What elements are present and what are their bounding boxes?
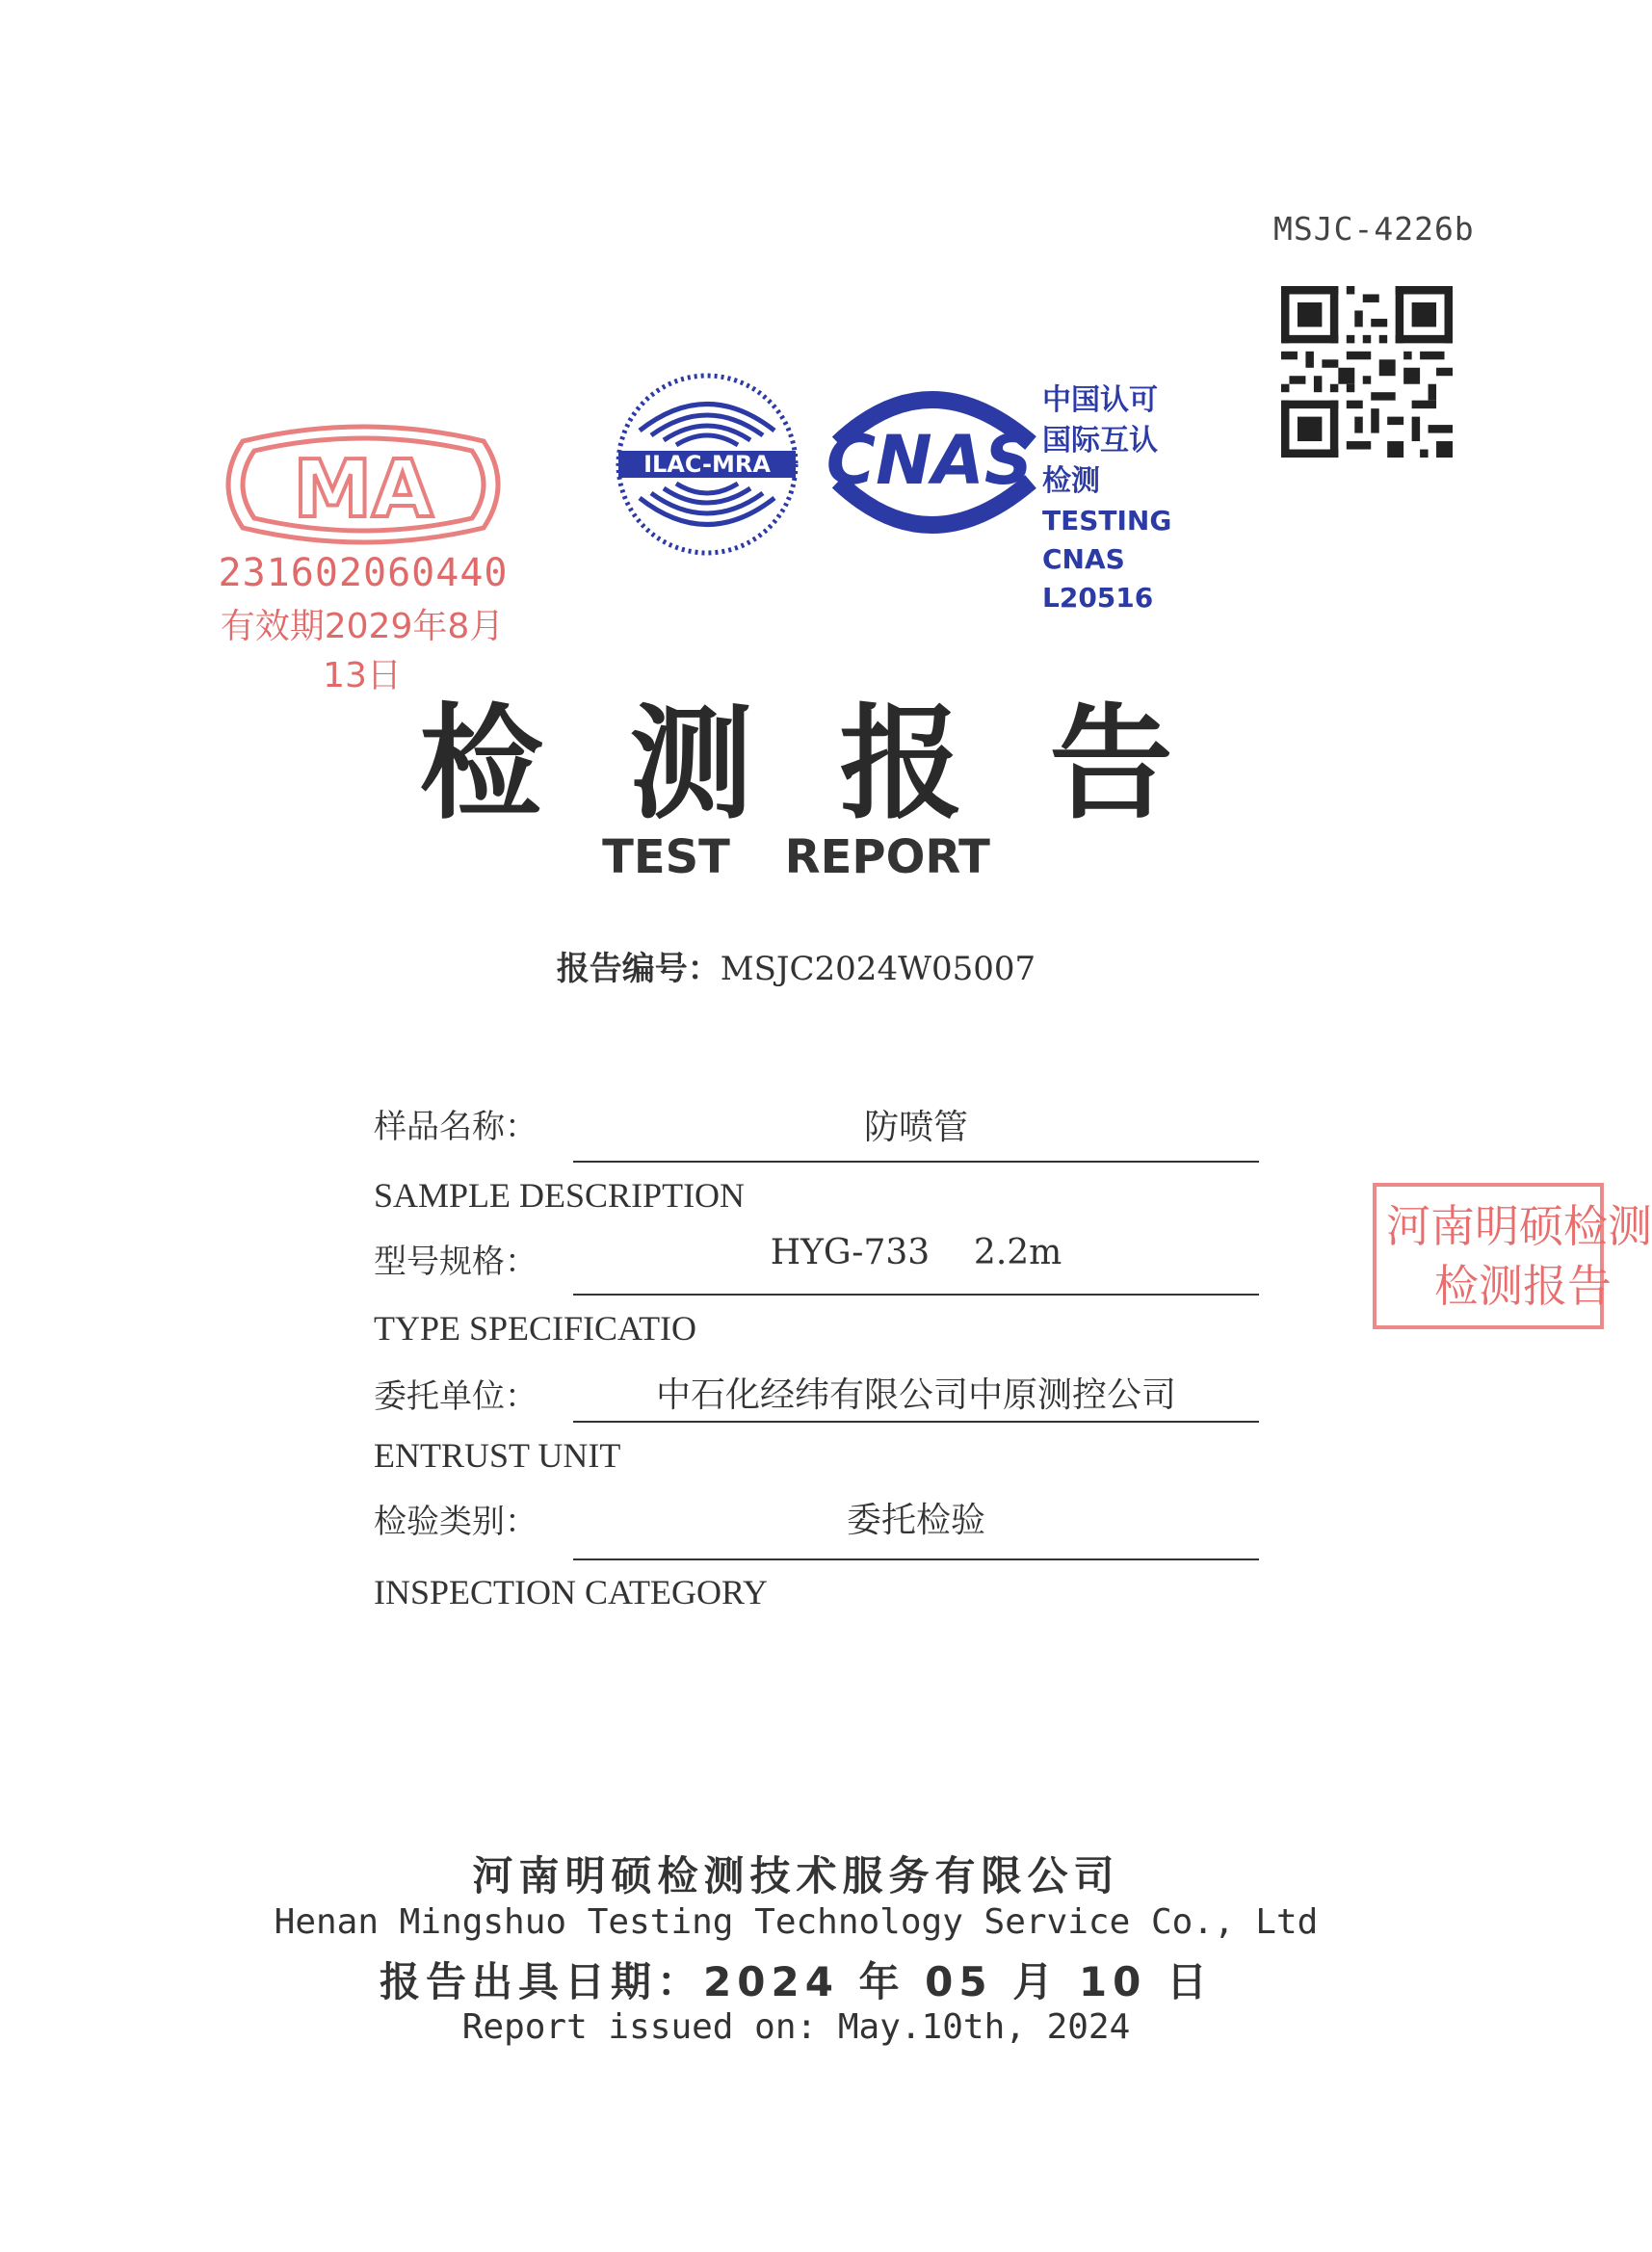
sample-underline [573, 1161, 1259, 1163]
company-name-cn: 河南明硕检测技术服务有限公司 [472, 1852, 1120, 1899]
type-underline [573, 1294, 1259, 1296]
report-number-value: MSJC2024W05007 [720, 950, 1036, 988]
cnas-cn-line3: 检测 [1042, 464, 1100, 498]
issue-date-cn: 报告出具日期：2024 年 05 月 10 日 [380, 1958, 1213, 2005]
cnas-testing: TESTING [1042, 505, 1172, 537]
type-label-en: TYPE SPECIFICATIO [374, 1309, 697, 1348]
cnas-text: CNAS [826, 421, 1034, 500]
cnas-cn-line1: 中国认可 [1042, 383, 1158, 417]
cnas-cn-line2: 国际互认 [1042, 424, 1158, 458]
issue-date-en: Report issued on: May.10th, 2024 [461, 2007, 1131, 2047]
company-seal [1373, 1183, 1652, 1329]
cnas-logo-icon [809, 376, 1050, 549]
category-label: 检验类别： [374, 1503, 538, 1541]
seal-line2: 检测报告 [1434, 1260, 1612, 1312]
type-label: 型号规格： [374, 1243, 538, 1281]
sample-label: 样品名称： [374, 1108, 538, 1146]
ilac-text: ILAC-MRA [643, 451, 771, 478]
category-label-en: INSPECTION CATEGORY [374, 1573, 769, 1611]
entrust-label-en: ENTRUST UNIT [374, 1436, 621, 1475]
report-number [0, 942, 1592, 989]
cnas-code: CNAS L20516 [1042, 543, 1154, 614]
category-value: 委托检验 [846, 1501, 985, 1540]
report-number-label: 报告编号： [556, 950, 721, 988]
report-title-cn: 检测报告 [419, 692, 1260, 836]
company-name-en: Henan Mingshuo Testing Technology Service Co., Ltd [274, 1902, 1319, 1942]
cma-valid-until: 有效期2029年8月13日 [220, 607, 505, 695]
cma-number: 231602060440 [218, 551, 509, 595]
entrust-label: 委托单位： [374, 1377, 538, 1416]
entrust-underline [573, 1421, 1259, 1423]
ilac-mra-logo-icon [611, 368, 803, 561]
sample-value: 防喷管 [863, 1108, 968, 1147]
category-underline [573, 1558, 1259, 1560]
report-title-en: TEST REPORT [602, 830, 990, 884]
cnas-caption [1042, 380, 1187, 617]
form-code: MSJC-4226b [1273, 210, 1475, 248]
sample-label-en: SAMPLE DESCRIPTION [374, 1176, 746, 1215]
cma-text: MA [293, 444, 433, 536]
entrust-value: 中石化经纬有限公司中原测控公司 [655, 1375, 1176, 1415]
qr-code-icon [1281, 286, 1453, 458]
type-value: HYG-733 2.2m [770, 1233, 1062, 1272]
seal-line1: 河南明硕检测 [1386, 1200, 1652, 1252]
